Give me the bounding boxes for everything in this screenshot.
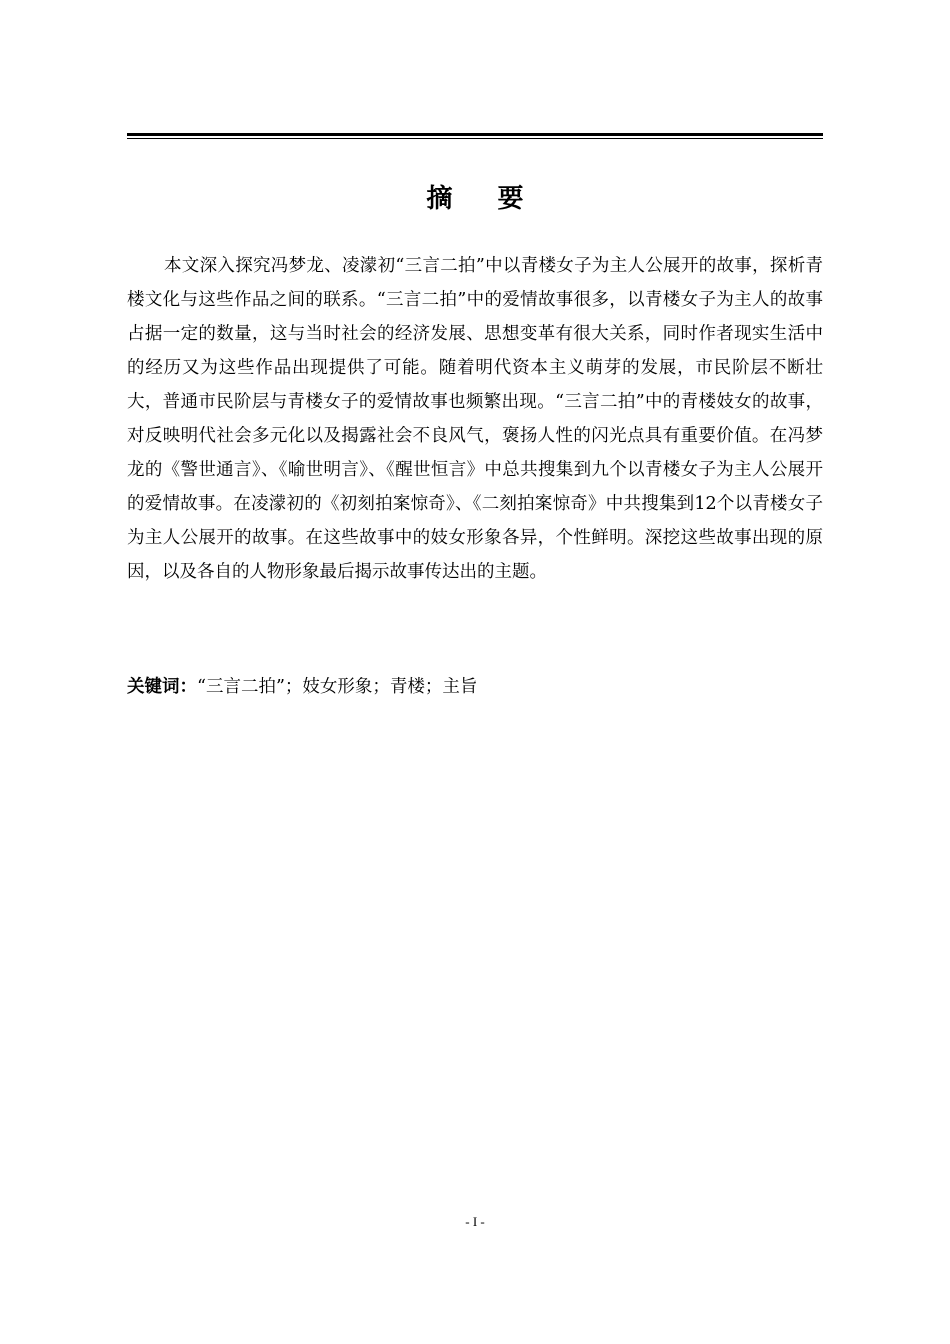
page-title: 摘 要 [426, 184, 542, 214]
header-rule [127, 133, 823, 140]
keywords-line [127, 673, 823, 701]
abstract-body: 本文深入探究冯梦龙、凌濛初“三言二拍”中以青楼女子为主人公展开的故事，探析青楼文化与这些作品之间的联系。“三言二拍”中的爱情故事很多，以青楼女子为主人的故事占据一定的数量，这与当时社会的经济发展、思想变革有很大关系，同时作者现实生活中的经历又为这些作品出现提供了可能。随着明代资本主义萌芽的发展，市民阶层不断壮大，普通市民阶层与青楼女子的爱情故事也频繁出现。“三言二拍”中的青楼妓女的故事，对反映明代社会多元化以及揭露社会不良风气，褒扬人性的闪光点具有重要价值。在冯梦龙的《警世通言》、《喻世明言》、《醒世恒言》中总共搜集到九个以青楼女子为主人公展开的爱情故事。在凌濛初的《初刻拍案惊奇》、《二刻拍案惊奇》中共搜集到12个以青楼女子为主人公展开的故事。在这些故事中的妓女形象各异，个性鲜明。深挖这些故事出现的原因，以及各自的人物形象最后揭示故事传达出的主题。 [127, 256, 823, 582]
page-number: - I - [465, 1214, 485, 1229]
keywords-label: 关键词： [127, 677, 197, 697]
header-rule-thin [127, 138, 823, 139]
keywords-text: “三言二拍”；妓女形象；青楼；主旨 [197, 677, 478, 697]
header-rule-thick [127, 133, 823, 136]
